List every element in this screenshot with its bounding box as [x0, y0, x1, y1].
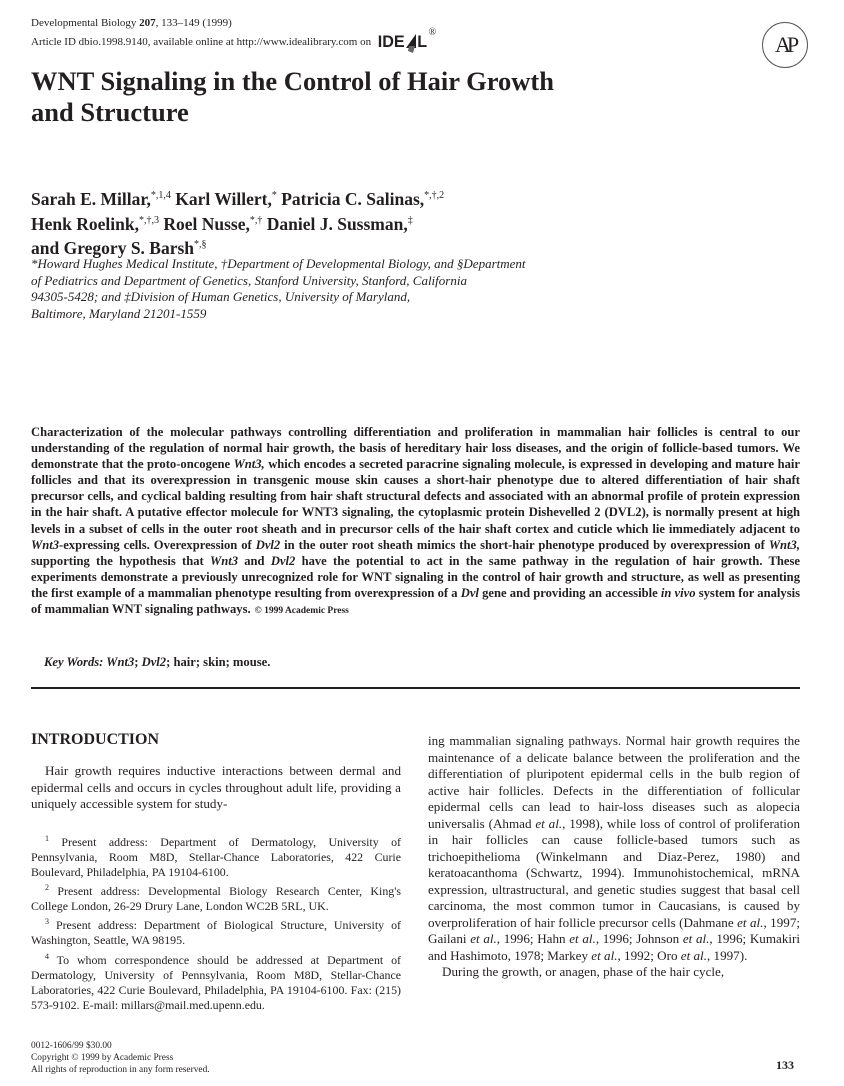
- et-al: et al.: [737, 914, 764, 930]
- academic-press-logo: [762, 22, 808, 68]
- ideal-logo[interactable]: [377, 27, 437, 51]
- abstract-text: which encodes a secreted paracrine signaling molecule, is expressed in developing and mature hair follicles and that its overexpression in transgenic mouse skin causes a short-hair phenotype due to altered differentiation of hair shaft precursor cells, and cyclical balding resulting from hair shaft structural defects and associated with an abnormal profile of protein expression in the hair shaft. A putative effector molecule for WNT3 signaling, the cytoplasmic protein Dishevelled 2 (DVL2), is normally present at high levels in a subset of cells in the outer root sheath and in precursor cells of the hair shaft cortex and cuticle which lie immediately adjacent to: [31, 457, 800, 536]
- affiliation-line: 94305-5428; and ‡Division of Human Genetics, University of Maryland,: [31, 289, 411, 304]
- author: [175, 189, 277, 209]
- keyword: ; hair; skin; mouse.: [166, 655, 271, 669]
- title-line-2: and Structure: [31, 97, 189, 127]
- abstract: [31, 424, 800, 619]
- article-id-line: [31, 27, 437, 51]
- keyword: Wnt3: [106, 655, 135, 669]
- ideal-logo-text: IDE: [377, 32, 405, 51]
- author-marks: *,1,4: [150, 190, 171, 201]
- body-text: , 1992; Oro: [617, 947, 681, 963]
- body-text: , 1997; Gailani: [428, 914, 801, 946]
- gene-name: Dvl2: [255, 537, 281, 552]
- author-name: Daniel J. Sussman,: [266, 213, 408, 234]
- gene-name: Wnt3,: [233, 457, 265, 472]
- section-divider: [31, 687, 800, 689]
- footnote-number: 1: [45, 834, 49, 843]
- affiliations: [31, 256, 671, 322]
- abstract-text: -expressing cells. Overexpression of: [59, 537, 256, 552]
- author: [31, 189, 171, 209]
- abstract-text: gene and providing an accessible: [478, 585, 661, 600]
- registered-mark: ®: [428, 27, 437, 38]
- footnote-number: 3: [45, 917, 49, 927]
- paragraph: Hair growth requires inductive interactions between dermal and epidermal cells and occurs in cycles throughout adult life, providing a uniquely accessible system for study-: [31, 763, 401, 811]
- author-marks: *: [271, 190, 277, 201]
- author-name: Sarah E. Millar,: [31, 188, 151, 209]
- keyword-separator: ;: [134, 655, 142, 669]
- author-marks: ‡: [407, 214, 413, 226]
- et-al: et al.: [682, 931, 710, 946]
- abstract-text: in the outer root sheath mimics the short-hair phenotype produced by overexpression of: [280, 537, 769, 552]
- author-marks: *,†,2: [424, 190, 445, 201]
- gene-name: Wnt3: [31, 537, 59, 552]
- keywords: [44, 654, 270, 670]
- introduction-right-column: [428, 733, 800, 981]
- article-title: [31, 66, 671, 128]
- affiliation-line: *Howard Hughes Medical Institute, †Department of Developmental Biology, and §Department: [31, 256, 526, 271]
- body-text: ing mammalian signaling pathways. Normal hair growth requires the maintenance of a delicate balance between the proliferation and the differentiation of pluripotent epidermal cells in the bulb region of active hair follicles. Defects in the differentiation of follicular epidermal cells can lead to hair-loss diseases such as alopecia universalis (Ahmad: [428, 733, 800, 831]
- et-al: et al.: [569, 931, 596, 946]
- title-line-1: WNT Signaling in the Control of Hair Growth: [31, 66, 554, 96]
- issn-price: 0012-1606/99 $30.00: [31, 1041, 112, 1051]
- footnote-number: 2: [45, 883, 49, 893]
- body-text: , 1996; Hahn: [496, 931, 570, 946]
- author-name: and Gregory S. Barsh: [31, 238, 195, 259]
- author-name: Henk Roelink,: [31, 213, 139, 234]
- gene-name: Dvl: [460, 585, 479, 600]
- latin-term: in vivo: [660, 585, 696, 600]
- author-name: Patricia C. Salinas,: [281, 188, 425, 209]
- footnote-number: 4: [45, 951, 49, 961]
- author-name: Karl Willert,: [175, 188, 272, 209]
- author: [31, 214, 159, 234]
- footnotes: [31, 831, 401, 1013]
- section-heading-introduction: INTRODUCTION: [31, 731, 160, 748]
- page-number: 133: [776, 1058, 794, 1072]
- footnote: [31, 880, 401, 914]
- body-text: , 1996; Kumakiri and Hashimoto, 1978; Markey: [428, 931, 801, 963]
- body-text: , 1997).: [706, 947, 748, 963]
- keywords-label: Key Words:: [44, 655, 107, 669]
- body-text: , 1998), while loss of control of proliferation in hair follicles can cause follicle-based tumors such as trichoepithelioma (Winkelmann and Diaz-Perez, 1980) and keratoacanthoma (Schwartz, 1994). Immunohistochemical, mRNA expression, ultrastructural, and genetic studies suggest that basal cell carcinoma, the most common tumor in Caucasians, is caused by overproliferation of hair follicle precursor cells (Dahmane: [428, 815, 800, 930]
- author-name: Roel Nusse,: [163, 213, 250, 234]
- journal-citation: [31, 15, 232, 31]
- body-text: , 1996; Johnson: [595, 931, 683, 946]
- author: [163, 214, 262, 234]
- journal-pages: , 133–149 (1999): [155, 17, 232, 29]
- author-marks: *,†,3: [138, 214, 159, 226]
- gene-name: Dvl2: [270, 553, 296, 568]
- gene-name: Wnt3: [210, 553, 238, 568]
- footnote-text: Present address: Department of Biological Structure, University of Washington, Seattle, WA 98195.: [31, 918, 401, 948]
- footnote: [31, 949, 401, 1013]
- abstract-text: have the potential to act in the same pathway in the regulation of hair growth. These experiments demonstrate a previously unrecognized role for WNT signaling in the control of hair growth and structure, as well as presenting the first example of a mammalian phenotype resulting from overexpression of a: [31, 553, 800, 600]
- ideal-logo-suffix: L: [417, 32, 428, 51]
- copyright-line: Copyright © 1999 by Academic Press: [31, 1053, 174, 1064]
- abstract-copyright: © 1999 Academic Press: [254, 606, 349, 617]
- author-marks: *,†: [249, 214, 263, 226]
- keyword: Dvl2: [141, 655, 167, 669]
- publisher-logo-text: AP: [774, 32, 796, 57]
- abstract-text: Characterization of the molecular pathways controlling differentiation and proliferation in mammalian hair follicles is central to our understanding of the regulation of normal hair growth, the basis of hereditary hair loss diseases, and the origin of follicle-based tumors. We demonstrate that the proto-oncogene: [31, 425, 800, 472]
- et-al: et al.: [680, 947, 707, 963]
- abstract-text: supporting the hypothesis that: [31, 553, 210, 568]
- affiliation-line: Baltimore, Maryland 21201-1559: [31, 305, 207, 321]
- abstract-text: and: [238, 553, 271, 568]
- author: [267, 214, 413, 234]
- affiliation-line: of Pediatrics and Department of Genetics, Stanford University, Stanford, California: [31, 272, 467, 288]
- journal-name: Developmental Biology: [31, 17, 140, 29]
- et-al: et al.: [535, 815, 563, 831]
- article-id-text: Article ID dbio.1998.9140, available online at http://www.idealibrary.com on: [31, 36, 372, 48]
- footnote-text: Present address: Department of Dermatology, University of Pennsylvania, Room M8D, Stellar-Chance Laboratories, 422 Curie Boulevard, Philadelphia, PA 19104-6100.: [31, 834, 401, 880]
- paragraph: During the growth, or anagen, phase of the hair cycle,: [442, 964, 725, 979]
- abstract-text: system for analysis of mammalian WNT signaling pathways.: [31, 585, 801, 617]
- gene-name: Wnt3,: [768, 537, 800, 552]
- paragraph: [428, 733, 800, 964]
- introduction-left-column: [31, 763, 401, 813]
- cursor-arrow-icon: [405, 33, 417, 50]
- footnote: [31, 831, 401, 880]
- journal-volume: 207: [139, 17, 156, 29]
- author-marks: *,§: [194, 239, 207, 251]
- footnote: [31, 914, 401, 948]
- footnote-text: To whom correspondence should be addressed at Department of Dermatology, University of Pennsylvania, Room M8D, Stellar-Chance Laboratories, 422 Curie Boulevard, Philadelphia, PA 19104-6100. Fax: (215) 573-9102. E-mail: millars@mail.med.upenn.edu.: [31, 952, 401, 1012]
- author: [281, 189, 444, 209]
- footnote-text: Present address: Developmental Biology Research Center, King's College London, 26-29 Drury Lane, London WC2B 5RL, UK.: [31, 884, 401, 914]
- author-list: [31, 185, 711, 259]
- page-footer: [31, 1040, 210, 1077]
- et-al: et al.: [591, 947, 618, 963]
- et-al: et al.: [470, 931, 497, 946]
- rights-line: All rights of reproduction in any form reserved.: [31, 1065, 210, 1076]
